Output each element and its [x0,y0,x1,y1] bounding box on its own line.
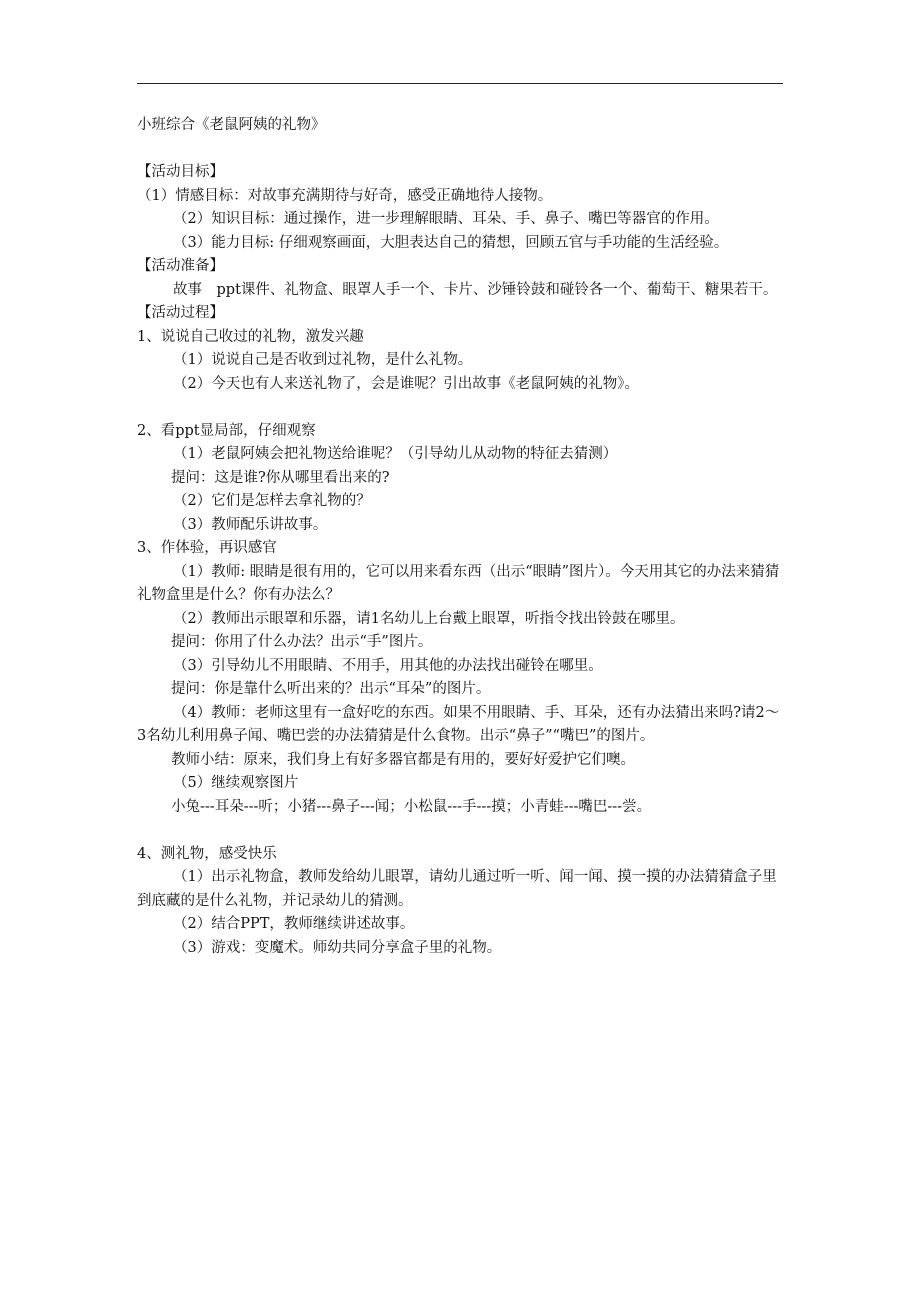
step3-paragraph-7: 教师小结：原来，我们身上有好多器官都是有用的，要好好爱护它们噢。 [171,751,635,768]
step4-paragraph-3: （3）游戏：变魔术。师幼共同分享盒子里的礼物。 [173,939,502,956]
step1-item-2: （2）今天也有人来送礼物了，会是谁呢？引出故事《老鼠阿姨的礼物》。 [173,375,639,392]
step2-item-1: （1）老鼠阿姨会把礼物送给谁呢？（引导幼儿从动物的特征去猜测） [173,446,618,462]
spacer [137,138,785,162]
step4-title: 4、测礼物，感受快乐 [137,845,277,862]
step3-paragraph-2: （2）教师出示眼罩和乐器，请1名幼儿上台戴上眼罩，听指令找出铃鼓在哪里。 [173,610,685,627]
step1-item-1: （1）说说自己是否收到过礼物，是什么礼物。 [173,352,473,368]
goal-item-2: （2）知识目标：通过操作，进一步理解眼睛、耳朵、手、鼻子、嘴巴等器官的作用。 [173,211,719,227]
step3-paragraph-1: （1）教师: 眼睛是很有用的，它可以用来看东西（出示“眼睛”图片）。今天用其它的办法来猜猜礼物盒里是什么？你有办法么？ [137,563,780,603]
step3-title: 3、作体验，再识感官 [137,540,277,556]
step2-item-2: 提问：这是谁?你从哪里看出来的? [171,469,390,486]
preparation-text: 故事 ppt课件、礼物盒、眼罩人手一个、卡片、沙锤铃鼓和碰铃各一个、葡萄干、糖果若干。 [173,281,778,298]
document-body [137,114,785,960]
step3-paragraph-6: （4）教师：老师这里有一盒好吃的东西。如果不用眼睛、手、耳朵，还有办法猜出来吗?请2～3名幼儿利用鼻子闻、嘴巴尝的办法猜猜是什么食物。出示“鼻子”“嘴巴”的图片。 [137,704,780,744]
step3-paragraph-9: 小兔---耳朵---听；小猪---鼻子---闻；小松鼠---手---摸；小青蛙---嘴巴---尝。 [171,798,652,815]
step2-item-4: （3）教师配乐讲故事。 [173,516,328,533]
document-title: 小班综合《老鼠阿姨的礼物》 [137,117,326,133]
step3-paragraph-3: 提问：你用了什么办法？出示“手”图片。 [171,634,433,650]
header-rule [137,83,783,84]
step3-paragraph-8: （5）继续观察图片 [173,775,299,791]
preparation-heading: 【活动准备】 [137,258,224,274]
spacer [137,819,785,843]
step3-paragraph-4: （3）引导幼儿不用眼睛、不用手，用其他的办法找出碰铃在哪里。 [173,657,603,674]
goal-item-1: （1）情感目标：对故事充满期待与好奇，感受正确地待人接物。 [137,187,553,204]
spacer [137,396,785,420]
goals-heading: 【活动目标】 [137,164,224,180]
goal-item-3: （3）能力目标: 仔细观察画面，大胆表达自己的猜想，回顾五官与手功能的生活经验。 [173,234,729,251]
step2-title: 2、看ppt显局部，仔细观察 [137,422,316,439]
step3-paragraph-5: 提问：你是靠什么听出来的？出示“耳朵”的图片。 [171,681,491,697]
step4-paragraph-1: （1）出示礼物盒，教师发给幼儿眼罩，请幼儿通过听一听、闻一闻、摸一摸的办法猜猜盒子里到底藏的是什么礼物，并记录幼儿的猜测。 [137,869,777,909]
step1-title: 1、说说自己收过的礼物，激发兴趣 [137,328,364,345]
step4-paragraph-2: （2）结合PPT，教师继续讲述故事。 [173,916,415,932]
step2-item-3: （2）它们是怎样去拿礼物的？ [173,493,371,509]
process-heading: 【活动过程】 [137,305,224,321]
